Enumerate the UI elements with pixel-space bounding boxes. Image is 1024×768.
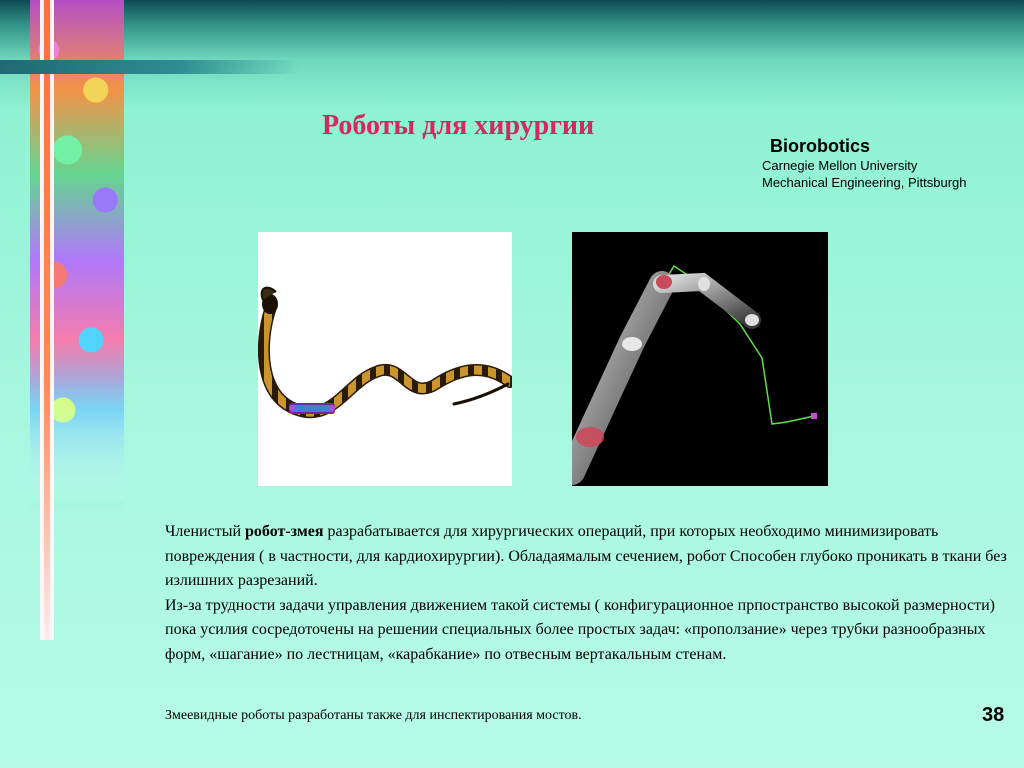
body-p1-bold: робот-змея [245,523,324,540]
body-paragraph-1 [165,520,1015,594]
body-p1-rest: разрабатывается для хирургических операций, при которых необходимо минимизировать повреждения ( в частности, для кардиохирургии). Обладаямалым сечением, робот Способен глубоко проникать в ткани без излишних разрезаний. [165,523,1007,589]
credit-university: Carnegie Mellon University [762,158,918,173]
credit-block [762,136,1012,191]
snake-robot-illustration [258,232,512,486]
body-text [165,520,1015,667]
credit-title: Biorobotics [770,136,871,156]
body-p1-prefix: Членистый [165,523,246,540]
footer-note: Змеевидные роботы разработаны также для инспектирования мостов. [165,708,582,723]
robot-arm-image [572,232,828,486]
decorative-horizontal-bar [0,60,300,74]
snake-robot-image [258,232,512,486]
credit-department: Mechanical Engineering, Pittsburgh [762,175,967,190]
body-paragraph-2: Из-за трудности задачи управления движением такой системы ( конфигурационное прпостранство высокой размерности) пока усилия сосредоточены на решении специальных более простых задач: «проползание» через трубки разнообразных форм, «шагание» по лестницам, «карабкание» по отвесным вертакальным стенам. [165,596,995,663]
page-number: 38 [982,704,1005,726]
robot-arm-illustration [572,232,828,486]
decorative-vertical-accent [44,0,50,640]
slide-title: Роботы для хирургии [322,110,595,141]
